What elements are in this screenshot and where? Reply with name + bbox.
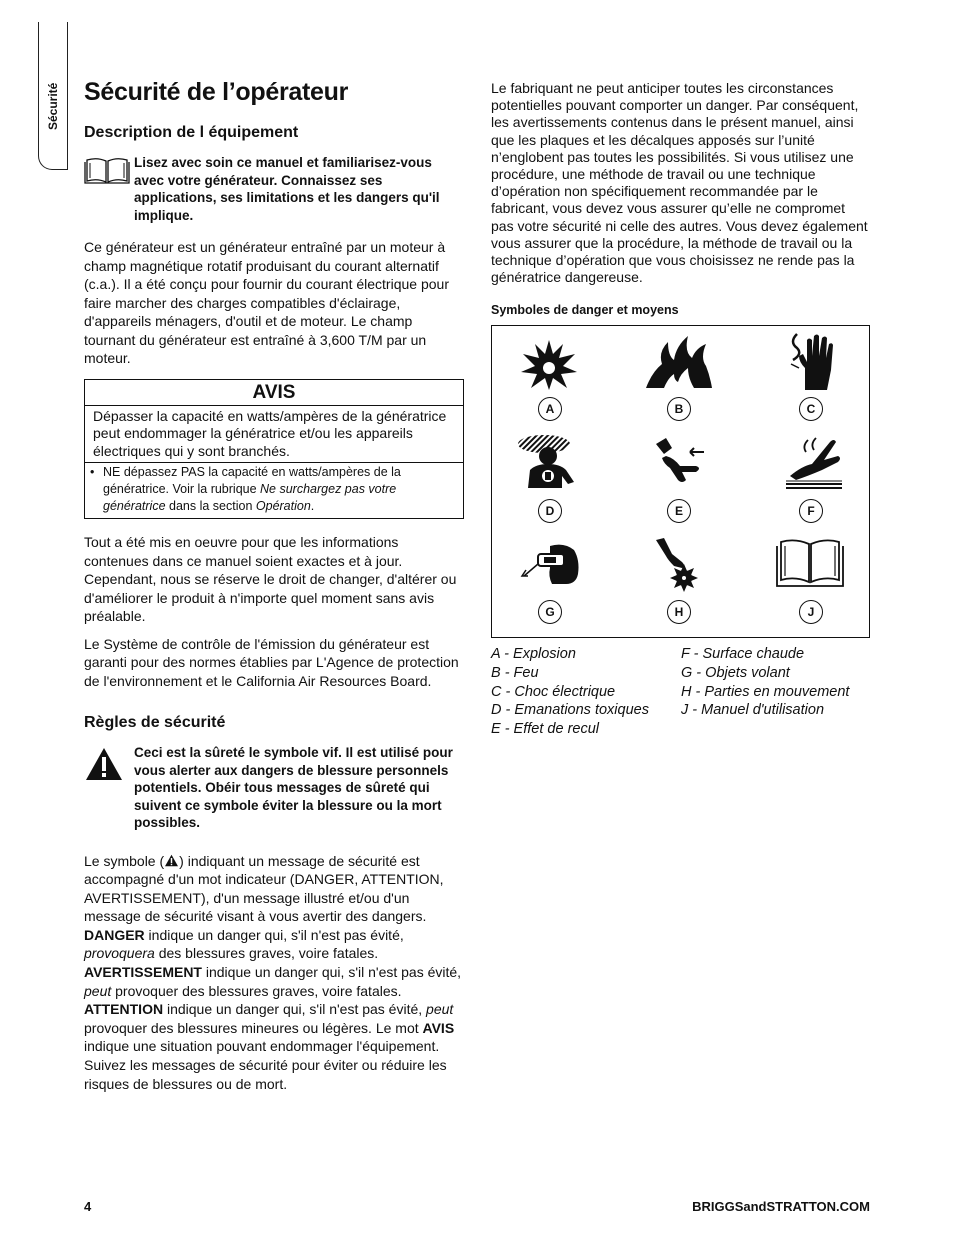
legend-right (681, 645, 871, 738)
symbols-caption: Symboles de danger et moyens (491, 303, 679, 318)
avis-bullet-text: NE dépassez PAS la capacité en watts/ampères de la génératrice. Voir la rubrique (103, 465, 401, 496)
safety-alert-note (84, 744, 464, 832)
avis-word: AVIS (422, 1019, 455, 1036)
avis-bullet-ref: Ne surchargez pas votre génératrice (103, 482, 397, 513)
avis-bullet-end: . (310, 499, 315, 513)
avert-text-b: provoquer des blessures graves, voire fatales. (111, 982, 402, 999)
legend-item: F - Surface chaude (681, 646, 805, 663)
attention-definition (84, 1000, 464, 1056)
avis-text-b: indique une situation pouvant endommager l'équipement. (84, 1038, 440, 1055)
moving-parts-icon (652, 536, 712, 596)
legend-item: E - Effet de recul (491, 720, 599, 737)
explosion-icon (519, 338, 579, 398)
avis-bullet-text2: dans la section (165, 499, 256, 513)
symbol-label-h: H (667, 600, 691, 624)
att-text-a: indique un danger qui, s'il n'est pas évité, (163, 1001, 427, 1018)
left-column (84, 78, 464, 1093)
danger-definition (84, 926, 464, 963)
avertissement-definition (84, 963, 464, 1000)
manual-icon (775, 536, 835, 596)
avert-text-a: indique un danger qui, s'il n'est pas évité, (201, 964, 462, 981)
legend-item: D - Emanations toxiques (491, 702, 649, 719)
symbol-label-j: J (799, 600, 823, 624)
side-tab-label: Sécurité (46, 82, 60, 130)
symbol-paragraph (84, 852, 464, 926)
att-text-it: peut (426, 1001, 454, 1018)
accuracy-paragraph: Tout a été mis en oeuvre pour que les informations contenues dans ce manuel soient exactes et à jour. Cependant, nous se réserve le droit de changer, d'altérer ou d'améliorer le produit à n'importe quel moment sans avis préalable. (84, 534, 457, 624)
toxic-fumes-icon (514, 434, 574, 494)
hazard-symbols-grid (491, 325, 870, 638)
read-manual-text: Lisez avec soin ce manuel et familiarisez-vous avec votre générateur. Connaissez ses applications, ses limitations et les dangers qu'il implique. (134, 155, 440, 223)
open-book-icon (84, 154, 132, 189)
avertissement-word: AVERTISSEMENT (84, 964, 202, 981)
symbol-label-c: C (799, 397, 823, 421)
legend-left (491, 645, 681, 738)
danger-word: DANGER (84, 926, 145, 943)
emission-paragraph: Le Système de contrôle de l'émission du générateur est garanti pour des normes établies par L'Agence de protection de l'environnement et le California Air Resources Board. (84, 635, 459, 689)
footer-website: BRIGGSandSTRATTON.COM (692, 1199, 870, 1214)
attention-word: ATTENTION (84, 1001, 164, 1018)
symbol-label-f: F (799, 499, 823, 523)
section-heading-description: Description de l équipement (84, 124, 299, 141)
avis-body: Dépasser la capacité en watts/ampères de la génératrice peut endommager la génératrice et/ou les appareils électriques qui y sont branchés. (85, 406, 463, 464)
follow-messages: Suivez les messages de sécurité pour éviter ou réduire les risques de blessures ou de mort. (84, 1057, 447, 1092)
symbol-label-d: D (538, 499, 562, 523)
section-heading-safety: Règles de sécurité (84, 714, 226, 731)
generator-description: Ce générateur est un générateur entraîné par un moteur à champ magnétique rotatif produisant du courant alternatif (c.a.). Il a été conçu pour fournir du courant électrique pour faire marcher des charges compatibles d'éclairage, d'appareils ménagers, d'outil et de moteur. Le champ tournant du générateur est entraîné à 3,600 T/M par un moteur. (84, 239, 449, 366)
fire-icon (644, 334, 704, 394)
warning-triangle-icon (84, 744, 132, 787)
symbol-label-g: G (538, 600, 562, 624)
legend-item: H - Parties en mouvement (681, 683, 850, 700)
safety-words (84, 852, 464, 1094)
legend-item: A - Explosion (491, 646, 576, 663)
legend-item: G - Objets volant (681, 665, 790, 682)
electric-shock-icon (787, 332, 847, 392)
eye-protection-icon (520, 540, 580, 600)
symbol-label-b: B (667, 397, 691, 421)
legend-item: B - Feu (491, 665, 539, 682)
safety-alert-text: Ceci est la sûreté le symbole vif. Il est utilisé pour vous alerter aux dangers de blessure personnels potentiels. Obéir tous messages de sûreté qui suivent ce symbole éviter la blessure ou la mort possibles. (134, 745, 453, 830)
avis-box (84, 379, 464, 520)
page-title: Sécurité de l’opérateur (84, 78, 349, 106)
danger-text-a: indique un danger qui, s'il n'est pas évité, (144, 926, 404, 943)
symbol-label-e: E (667, 499, 691, 523)
att-text-b: provoquer des blessures mineures ou légères. Le mot (84, 1019, 423, 1036)
legend-item: C - Choc électrique (491, 683, 616, 700)
danger-text-b: des blessures graves, voire fatales. (154, 945, 379, 962)
hot-surface-icon (782, 434, 842, 494)
legend-item: J - Manuel d'utilisation (681, 702, 825, 719)
symbols-legend (491, 645, 871, 738)
right-column (491, 80, 871, 738)
manufacturer-paragraph: Le fabriquant ne peut anticiper toutes les circonstances potentielles pouvant comporter un danger. Par conséquent, les avertissements contenus dans le présent manuel, ainsi que les plaques et les décalques apposés sur l’unité n’englobent pas toutes les possibilités. Si vous utilisez une procédure, une méthode de travail ou une technique d’opération non spécifiquement recommandée par le fabricant, vous devez vous assurer qu’elle ne compromet pas votre sécurité ni celle des autres. Vous devez également vous assurer que la procédure, la méthode de travail ou la technique d’opération que vous choisissez ne rende pas la génératrice dangereuse. (491, 80, 868, 286)
symbol-label-a: A (538, 397, 562, 421)
small-warning-icon (164, 854, 179, 867)
page-number: 4 (84, 1199, 92, 1214)
symbol-text-pre: Le symbole ( (84, 852, 165, 869)
avis-title: AVIS (85, 380, 463, 406)
avert-text-it: peut (84, 982, 112, 999)
danger-text-it: provoquera (84, 945, 155, 962)
symbol-text-post: ) indiquant un message de sécurité est accompagné d'un mot indicateur (DANGER, ATTENTION, AVERTISSEMENT), d'un message illustré et/ou d'un message de sécurité visant à vous avertir des dangers. (84, 852, 444, 925)
avis-bullet-section: Opération (255, 499, 311, 513)
kickback-icon (652, 436, 712, 496)
avis-bullet (85, 463, 463, 518)
read-manual-note (84, 154, 464, 224)
